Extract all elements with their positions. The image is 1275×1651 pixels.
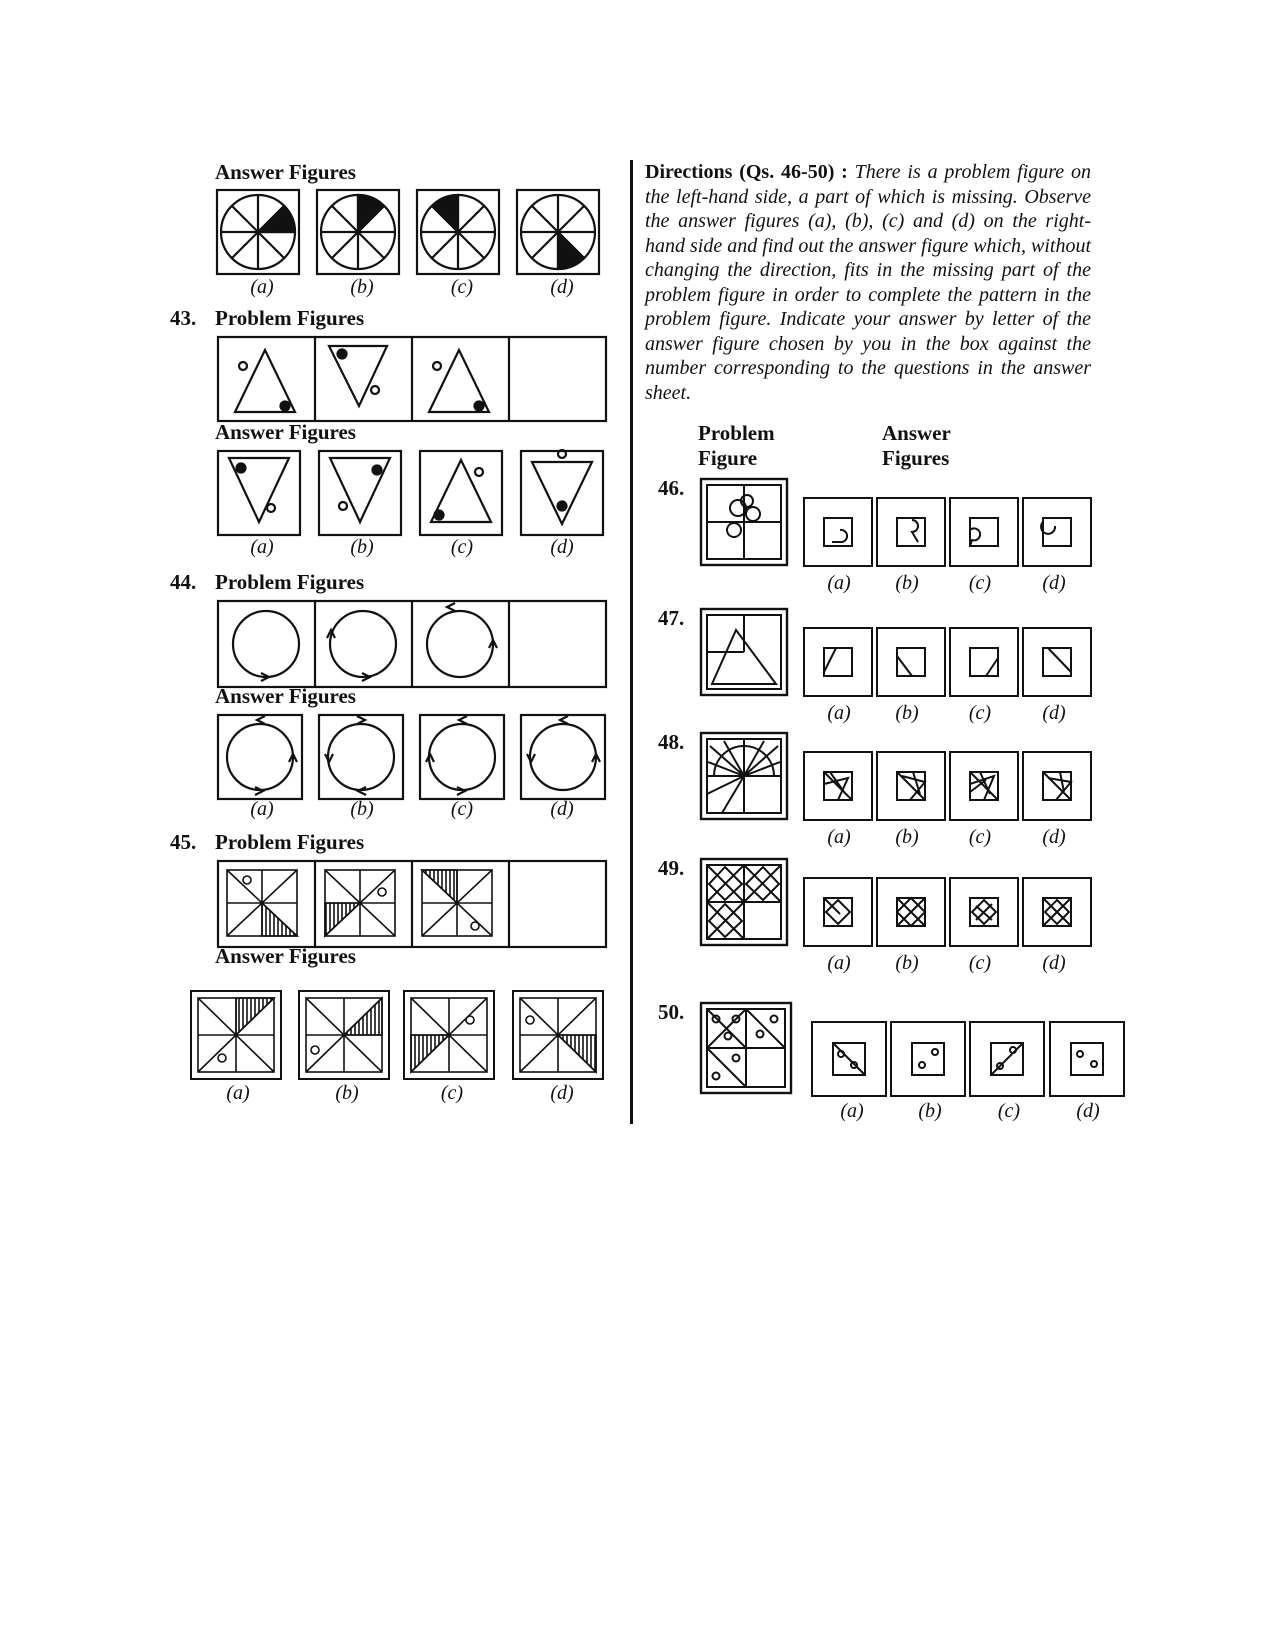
q45-answer-figures — [190, 990, 610, 1080]
q50-option-a[interactable]: (a) — [840, 1100, 864, 1122]
q46-option-a[interactable]: (a) — [827, 572, 851, 594]
header-answer-figures — [882, 421, 951, 471]
q42-option-c[interactable]: (c) — [450, 276, 474, 298]
q45-number: 45. — [170, 830, 197, 854]
q43-answer-label: Answer Figures — [215, 420, 356, 444]
q49-option-c[interactable]: (c) — [968, 952, 992, 974]
q48-option-c[interactable]: (c) — [968, 826, 992, 848]
q47-figures — [700, 608, 1095, 698]
q43-option-b[interactable]: (b) — [350, 536, 374, 558]
q43-problem-figures — [217, 336, 612, 426]
q43-problem-label: Problem Figures — [215, 306, 365, 330]
q50-option-b[interactable]: (b) — [918, 1100, 942, 1122]
q44-number: 44. — [170, 570, 197, 594]
q44-problem-label: Problem Figures — [215, 570, 365, 594]
q45-option-b[interactable]: (b) — [335, 1082, 359, 1104]
header-problem: Problem — [698, 421, 775, 445]
q42-answer-label: Answer Figures — [215, 160, 356, 184]
q49-option-a[interactable]: (a) — [827, 952, 851, 974]
q45-option-d[interactable]: (d) — [550, 1082, 574, 1104]
q50-number: 50. — [658, 1000, 685, 1024]
q46-option-c[interactable]: (c) — [968, 572, 992, 594]
q50-option-c[interactable]: (c) — [997, 1100, 1021, 1122]
q50-option-d[interactable]: (d) — [1076, 1100, 1100, 1122]
header-problem-figure — [698, 421, 775, 471]
header-answer: Answer — [882, 421, 951, 445]
column-divider — [630, 160, 633, 998]
q47-option-c[interactable]: (c) — [968, 702, 992, 724]
q46-option-b[interactable]: (b) — [895, 572, 919, 594]
q47-option-d[interactable]: (d) — [1042, 702, 1066, 724]
q46-number: 46. — [658, 476, 685, 500]
q45-option-a[interactable]: (a) — [226, 1082, 250, 1104]
q46-figures — [700, 478, 1095, 568]
q43-option-a[interactable]: (a) — [250, 536, 274, 558]
q49-option-d[interactable]: (d) — [1042, 952, 1066, 974]
directions-text — [645, 160, 1091, 405]
q48-option-a[interactable]: (a) — [827, 826, 851, 848]
header-problem2: Figure — [698, 446, 758, 470]
q44-option-c[interactable]: (c) — [450, 798, 474, 820]
q45-problem-label: Problem Figures — [215, 830, 365, 854]
q43-option-c[interactable]: (c) — [450, 536, 474, 558]
q50-figures — [700, 1002, 1130, 1102]
q44-option-b[interactable]: (b) — [350, 798, 374, 820]
q45-option-c[interactable]: (c) — [440, 1082, 464, 1104]
q44-problem-figures — [217, 600, 612, 690]
q49-figures — [700, 858, 1095, 948]
column-divider-lower — [630, 996, 633, 1124]
q42-option-b[interactable]: (b) — [350, 276, 374, 298]
q44-option-d[interactable]: (d) — [550, 798, 574, 820]
q49-option-b[interactable]: (b) — [895, 952, 919, 974]
directions-body: There is a problem figure on the left-hand side, a part of which is missing. Observe the answer figures (a), (b), (c) and (d) on the right-hand side and find out the answer figure which, without changing the direction, fits in the missing part of the problem figure in order to complete the pattern in the problem figure. Indicate your answer by letter of the answer figure chosen by you in the box against the number corresponding to the questions in the answer sheet. — [645, 161, 1091, 404]
q48-option-d[interactable]: (d) — [1042, 826, 1066, 848]
q49-number: 49. — [658, 856, 685, 880]
directions-lead: Directions (Qs. 46-50) : — [645, 161, 848, 183]
q48-figures — [700, 732, 1095, 822]
q43-number: 43. — [170, 306, 197, 330]
q47-option-b[interactable]: (b) — [895, 702, 919, 724]
q44-option-a[interactable]: (a) — [250, 798, 274, 820]
q48-number: 48. — [658, 730, 685, 754]
q42-answer-figures — [215, 188, 615, 278]
q42-option-d[interactable]: (d) — [550, 276, 574, 298]
q44-answer-label: Answer Figures — [215, 684, 356, 708]
q43-answer-figures — [217, 450, 612, 540]
q47-option-a[interactable]: (a) — [827, 702, 851, 724]
q46-option-d[interactable]: (d) — [1042, 572, 1066, 594]
q45-answer-label: Answer Figures — [215, 944, 356, 968]
q47-number: 47. — [658, 606, 685, 630]
q44-answer-figures — [217, 714, 612, 804]
header-answer2: Figures — [882, 446, 950, 470]
q42-option-a[interactable]: (a) — [250, 276, 274, 298]
q48-option-b[interactable]: (b) — [895, 826, 919, 848]
q45-problem-figures — [217, 860, 612, 950]
q43-option-d[interactable]: (d) — [550, 536, 574, 558]
